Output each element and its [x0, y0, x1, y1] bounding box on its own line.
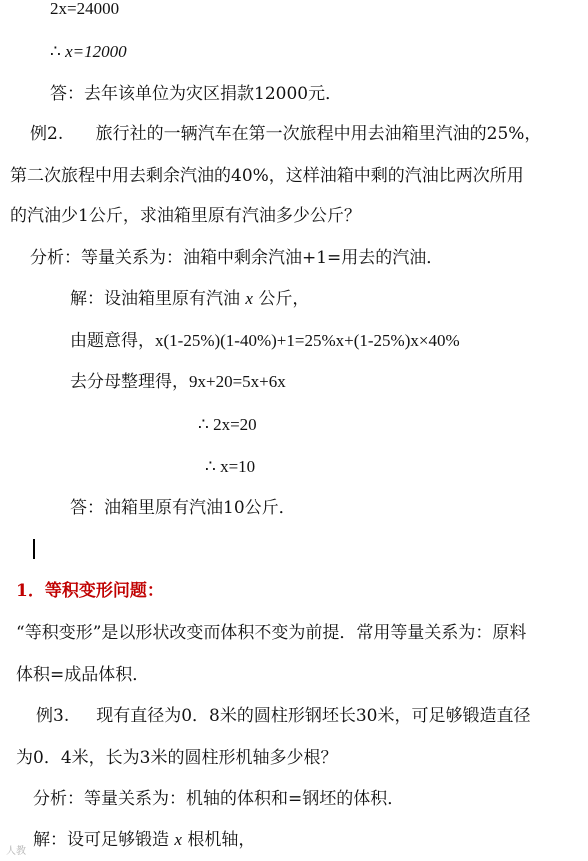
problem-text: 为0．4米，长为3米的圆柱形机轴多少根？	[16, 748, 338, 768]
example-heading: 例2. 旅行社的一辆汽车在第一次旅程中用去油箱里汽油的25%，	[30, 124, 542, 144]
analysis-line: 分析：等量关系为：油箱中剩余汽油+1=用去的汽油．	[30, 248, 444, 268]
analysis-line: 分析：等量关系为：机轴的体积和=钢坯的体积．	[33, 789, 405, 809]
equation-line: ∴ x=10	[205, 457, 256, 476]
paragraph-text: “等积变形”是以形状改变而体积不变为前提．常用等量关系为：原料	[16, 623, 527, 643]
answer-line: 答：油箱里原有汽油10公斤．	[70, 498, 296, 518]
answer-line: 答：去年该单位为灾区捐款12000元．	[50, 84, 343, 104]
solution-line: 解：设油箱里原有汽油 x 公斤，	[70, 289, 310, 309]
problem-text: 的汽油少1公斤，求油箱里原有汽油多少公斤？	[10, 206, 361, 226]
problem-text: 第二次旅程中用去剩余汽油的40%，这样油箱中剩的汽油比两次所用	[10, 166, 524, 186]
text-cursor	[33, 539, 35, 559]
solution-line: 去分母整理得，9x+20=5x+6x	[70, 372, 286, 392]
paragraph-text: 体积=成品体积．	[16, 665, 150, 685]
section-heading: 1．等积变形问题：	[16, 581, 164, 601]
solution-line: 解：设可足够锻造 x 根机轴，	[33, 830, 256, 850]
equation-line: 2x=24000	[50, 0, 120, 18]
watermark: 人教	[6, 846, 26, 857]
equation-line: ∴ 2x=20	[198, 415, 257, 434]
example-heading: 例3. 现有直径为0．8米的圆柱形钢坯长30米，可足够锻造直径	[36, 706, 531, 726]
equation-line: ∴ x=12000	[50, 42, 127, 61]
solution-line: 由题意得，x(1-25%)(1-40%)+1=25%x+(1-25%)x×40%	[70, 331, 460, 351]
